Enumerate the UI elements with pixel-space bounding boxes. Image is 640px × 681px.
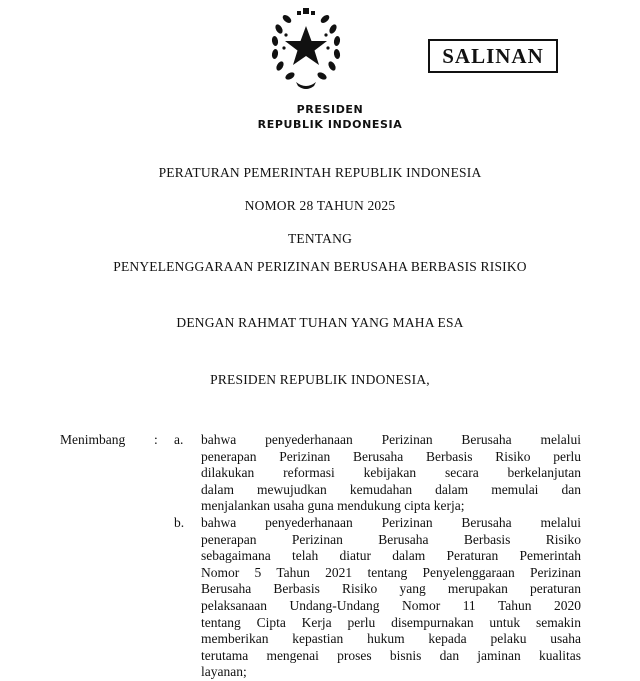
blessing-line: DENGAN RAHMAT TUHAN YANG MAHA ESA <box>176 315 464 330</box>
clause-b-text <box>201 515 581 681</box>
clause-line: dalam mewujudkan kemudahan dalam memulai dan <box>201 481 581 497</box>
regulation-number: NOMOR 28 TAHUN 2025 <box>244 198 396 213</box>
considering-colon: : <box>154 432 158 447</box>
clause-line: memberikan kepastian hukum kepada pelaku usaha <box>201 631 581 647</box>
office-title-republic: REPUBLIK INDONESIA <box>257 118 403 131</box>
clause-a-marker: a. <box>174 432 184 447</box>
clause-line: terutama mengenai proses bisnis dan jaminan kualitas <box>201 647 581 663</box>
clause-line: Berusaha Berbasis Risiko yang merupakan peraturan <box>201 581 581 597</box>
regulation-about: TENTANG <box>287 231 353 246</box>
clause-line: tentang Cipta Kerja perlu disempurnakan untuk semakin <box>201 614 581 630</box>
clause-line: pelaksanaan Undang-Undang Nomor 11 Tahun 2020 <box>201 597 581 613</box>
regulation-subject: PENYELENGGARAAN PERIZINAN BERUSAHA BERBASIS RISIKO <box>113 259 527 274</box>
clause-b-marker: b. <box>174 515 185 530</box>
clause-line: Nomor 5 Tahun 2021 tentang Penyelenggaraan Perizinan <box>201 564 581 580</box>
clause-line: bahwa penyederhanaan Perizinan Berusaha melalui <box>201 515 581 530</box>
office-title-president: PRESIDEN <box>296 103 364 116</box>
considering-label: Menimbang <box>60 432 126 447</box>
issuer-line: PRESIDEN REPUBLIK INDONESIA, <box>210 372 430 387</box>
regulation-title: PERATURAN PEMERINTAH REPUBLIK INDONESIA <box>158 165 482 180</box>
clause-line: dilakukan reformasi kebijakan secara berkelanjutan <box>201 465 581 481</box>
garuda-star-emblem-icon <box>266 4 346 94</box>
clause-line: penerapan Perizinan Berusaha Berbasis Risiko perlu <box>201 448 581 464</box>
clause-line: menjalankan usaha guna mendukung cipta kerja; <box>201 498 465 514</box>
clause-line: layanan; <box>201 664 247 680</box>
clause-line: sebagaimana telah diatur dalam Peraturan Pemerintah <box>201 548 581 564</box>
clause-line: bahwa penyederhanaan Perizinan Berusaha melalui <box>201 432 581 447</box>
salinan-stamp: SALINAN <box>428 39 558 73</box>
clause-a-text <box>201 432 581 515</box>
clause-line: penerapan Perizinan Berusaha Berbasis Risiko <box>201 531 581 547</box>
